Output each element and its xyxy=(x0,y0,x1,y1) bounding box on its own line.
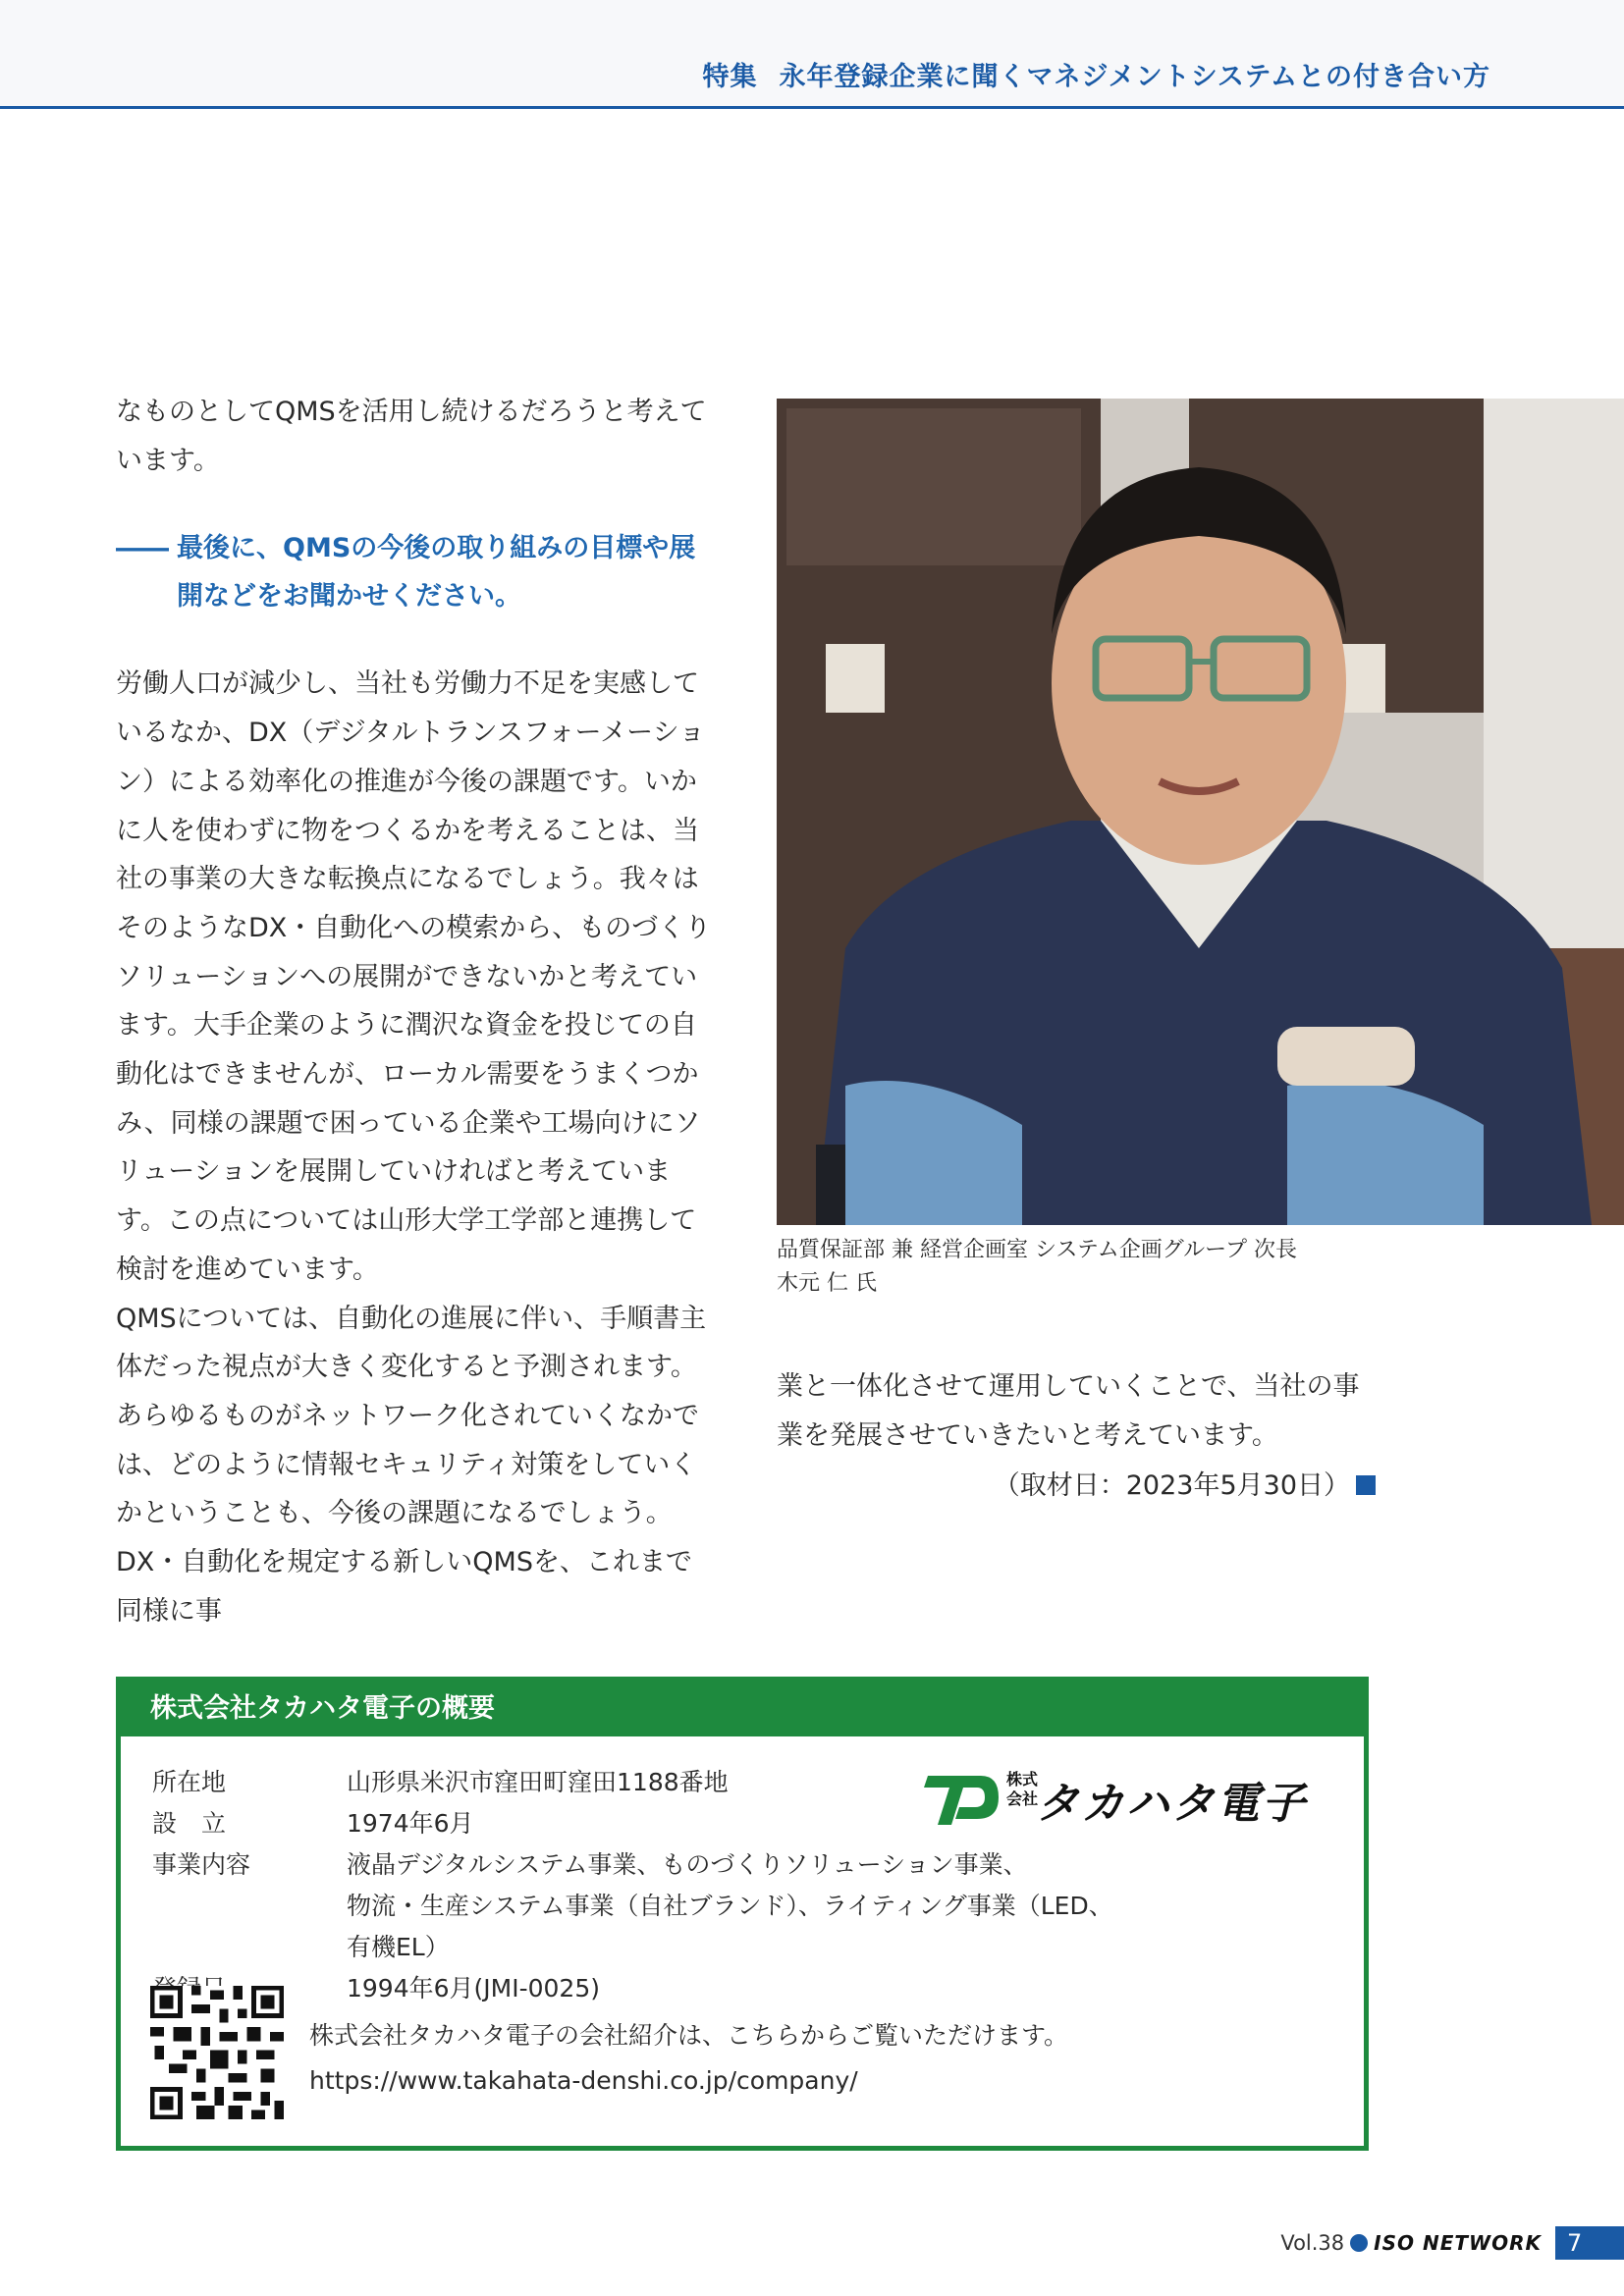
info-row-business-cont xyxy=(152,1886,1134,1968)
article-left-column xyxy=(116,388,715,1635)
footer-volume: Vol.38 xyxy=(1280,2231,1345,2255)
article-right-column xyxy=(777,1362,1376,1511)
feature-title xyxy=(703,55,1491,93)
question-dash: ―― xyxy=(116,533,169,564)
info-row-business xyxy=(152,1844,1134,1886)
header-band xyxy=(0,0,1624,109)
footer-brand: ISO NETWORK xyxy=(1374,2231,1542,2255)
page-footer xyxy=(1280,2226,1624,2260)
info-value: 山形県米沢市窪田町窪田1188番地 xyxy=(347,1768,729,1796)
td-logo-icon xyxy=(922,1768,1002,1827)
interview-question xyxy=(116,524,715,620)
feature-heading: 永年登録企業に聞くマネジメントシステムとの付き合い方 xyxy=(779,62,1490,92)
company-logo xyxy=(922,1762,1354,1831)
qr-code-icon[interactable] xyxy=(150,1986,284,2119)
logo-company-prefix: 株式会社 xyxy=(1006,1770,1039,1808)
end-mark-icon xyxy=(1356,1475,1376,1495)
photo-caption xyxy=(777,1234,1366,1301)
page-number: 7 xyxy=(1555,2226,1624,2260)
company-link-description: 株式会社タカハタ電子の会社紹介は、こちらからご覧いただけます。 xyxy=(309,2021,1069,2050)
answer-paragraph-2: QMSについては、自動化の進展に伴い、手順書主体だった視点が大きく変化すると予測されます。あらゆるものがネットワーク化されていくなかでは、どのように情報セキュリティ対策をしていくかということも、今後の課題になるでしょう。DX・自動化を規定する新しいQMSを、これまで同様に事 xyxy=(116,1303,707,1627)
feature-label: 特集 xyxy=(702,62,758,92)
caption-name: 木元 仁 氏 xyxy=(777,1271,877,1296)
article-paragraph: 業と一体化させて運用していくことで、当社の事業を発展させていきたいと考えています。 xyxy=(777,1371,1360,1451)
interview-date-text: （取材日：2023年5月30日） xyxy=(993,1470,1350,1502)
logo-company-name: タカハタ電子 xyxy=(1036,1779,1307,1829)
info-label: 事業内容 xyxy=(152,1850,251,1879)
info-label: 設 立 xyxy=(152,1809,227,1838)
caption-position: 品質保証部 兼 経営企画室 システム企画グループ 次長 xyxy=(777,1238,1298,1262)
info-label xyxy=(152,1886,347,1968)
footer-dot-icon xyxy=(1350,2234,1368,2252)
company-profile-heading: 株式会社タカハタ電子の概要 xyxy=(121,1682,1364,1736)
company-url-link[interactable]: https://www.takahata-denshi.co.jp/company/ xyxy=(309,2066,858,2095)
company-profile-box xyxy=(116,1677,1369,2151)
info-value: 1994年6月(JMI-0025) xyxy=(347,1974,600,2002)
info-value: 1974年6月 xyxy=(347,1809,474,1838)
info-value: 液晶デジタルシステム事業、ものづくりソリューション事業、 xyxy=(347,1850,1028,1879)
interview-date xyxy=(777,1462,1376,1511)
company-link-block xyxy=(309,2013,1068,2104)
article-paragraph: なものとしてQMSを活用し続けるだろうと考えています。 xyxy=(116,397,707,476)
interviewee-photo xyxy=(777,399,1624,1225)
answer-paragraph-1: 労働人口が減少し、当社も労働力不足を実感しているなか、DX（デジタルトランスフォーメーション）による効率化の推進が今後の課題です。いかに人を使わずに物をつくるかを考えることは、当社の事業の大きな転換点になるでしょう。我々はそのようなDX・自動化への模索から、ものづくりソリューションへの展開ができないかと考えています。大手企業のように潤沢な資金を投じての自動化はできませんが、ローカル需要をうまくつかみ、同様の課題で困っている企業や工場向けにソリューションを展開していければと考えています。この点については山形大学工学部と連携して検討を進めています。 xyxy=(116,668,712,1285)
question-text: 最後に、QMSの今後の取り組みの目標や展開などをお聞かせください。 xyxy=(177,533,696,613)
portrait-illustration xyxy=(777,399,1624,1225)
info-row-registration xyxy=(152,1968,1134,2009)
info-label: 所在地 xyxy=(152,1768,227,1796)
info-value: 物流・生産システム事業（自社ブランド）、ライティング事業（LED、有機EL） xyxy=(347,1892,1113,1961)
